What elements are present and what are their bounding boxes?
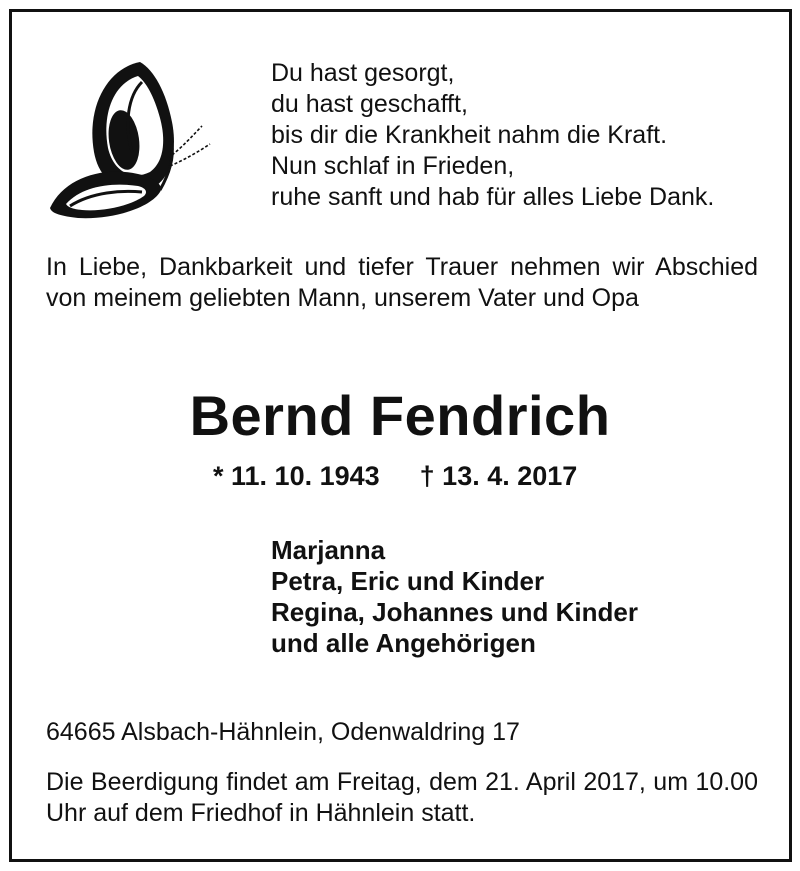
death-date: † 13. 4. 2017 <box>419 461 578 491</box>
poem-line: bis dir die Krankheit nahm die Kraft. <box>271 121 668 149</box>
butterfly-icon <box>42 48 222 228</box>
poem-line: Nun schlaf in Frieden, <box>271 152 515 180</box>
mourner-entry: Marjanna <box>271 535 386 565</box>
mourner-entry: und alle Angehörigen <box>271 628 536 658</box>
poem-line: du hast geschafft, <box>271 90 468 118</box>
birth-date: * 11. 10. 1943 <box>213 461 380 491</box>
poem-line: ruhe sanft und hab für alles Liebe Dank. <box>271 183 715 211</box>
life-dates <box>213 459 577 493</box>
deceased-name: Bernd Fendrich <box>189 384 611 447</box>
mourner-entry: Regina, Johannes und Kinder <box>271 597 638 627</box>
intro-text: In Liebe, Dankbarkeit und tiefer Trauer nehmen wir Abschied von meinem geliebten Mann, unserem Vater und Opa <box>46 253 758 312</box>
poem <box>271 58 714 213</box>
mourners-list <box>271 535 638 659</box>
funeral-notice: Die Beerdigung findet am Freitag, dem 21. April 2017, um 10.00 Uhr auf dem Friedhof in Hähnlein statt. <box>46 768 758 827</box>
mourner-entry: Petra, Eric und Kinder <box>271 566 545 596</box>
poem-line: Du hast gesorgt, <box>271 59 455 87</box>
address: 64665 Alsbach-Hähnlein, Odenwaldring 17 <box>46 718 520 746</box>
